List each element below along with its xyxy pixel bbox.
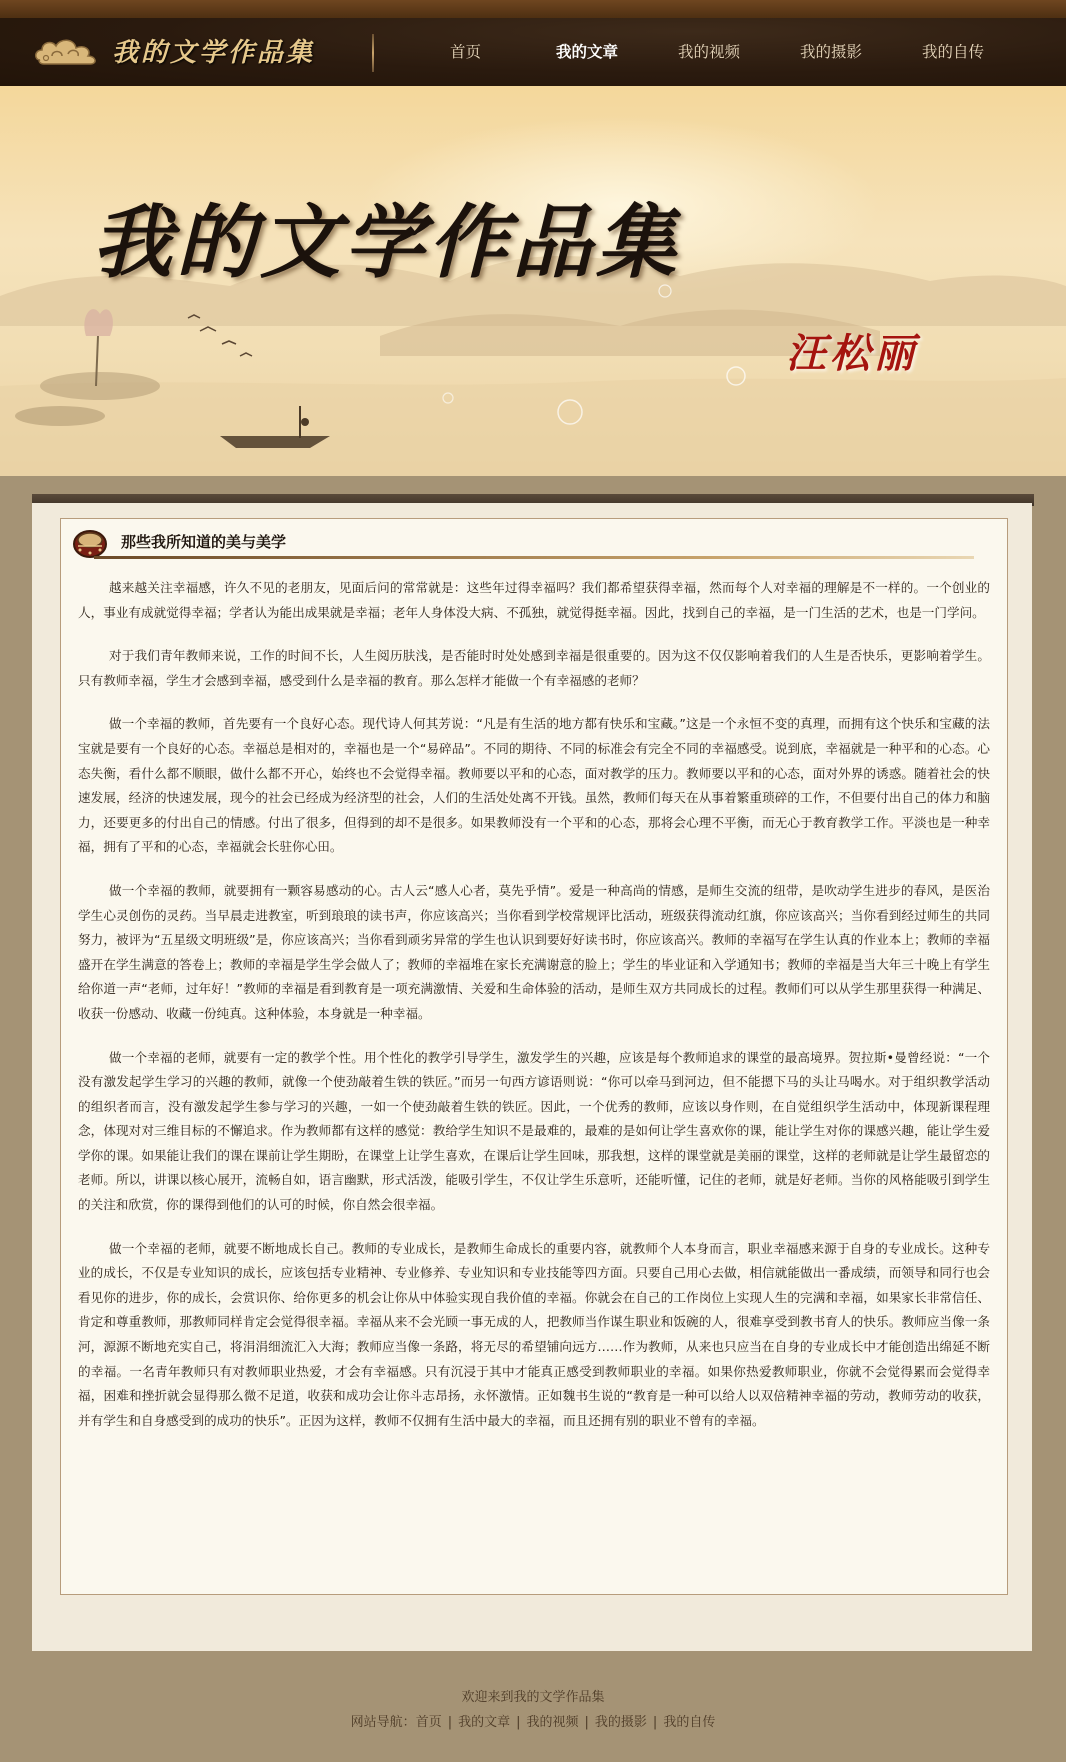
nav-item-articles[interactable]: 我的文章: [556, 43, 619, 61]
footer-link-autobiography[interactable]: 我的自传: [663, 1715, 716, 1730]
navbar: [0, 18, 1066, 87]
top-strip: [0, 0, 1066, 18]
footer-separator: |: [516, 1715, 521, 1730]
nav-item-autobiography[interactable]: 我的自传: [922, 43, 985, 61]
article-paragraph: 做一个幸福的教师，就要拥有一颗容易感动的心。古人云“感人心者，莫先乎情”。爱是一种高尚的情感，是师生交流的纽带，是吹动学生进步的春风，是医治学生心灵创伤的灵药。当早晨走进教室，听到琅琅的读书声，你应该高兴；当你看到学校常规评比活动，班级获得流动红旗，你应该高兴；当你看到经过师生的共同努力，被评为“五星级文明班级”是，你应该高兴；当你看到顽劣异常的学生也认识到要好好读书时，你应该高兴。教师的幸福写在学生认真的作业本上；教师的幸福盛开在学生满意的答卷上；教师的幸福是学生学会做人了；教师的幸福堆在家长充满谢意的脸上；学生的毕业证和入学通知书；教师的幸福是当大年三十晚上有学生给你道一声“老师，过年好！”教师的幸福是看到教育是一项充满激情、关爱和生命体验的活动，是师生双方共同成长的过程。教师们可以从学生那里获得一种满足、收获一份感动、收藏一份纯真。这种体验，本身就是一种幸福。: [78, 882, 990, 1021]
footer-separator: |: [652, 1715, 658, 1730]
site-logo[interactable]: [32, 30, 315, 70]
banner: [0, 86, 1066, 476]
article-paragraph: 做一个幸福的老师，就要有一定的教学个性。用个性化的教学引导学生，激发学生的兴趣，应该是每个教师追求的课堂的最高境界。贺拉斯•曼曾经说：“一个没有激发起学生学习的兴趣的教师，就像一个使劲敲着生铁的铁匠。”而另一句西方谚语则说：“你可以牵马到河边，但不能摁下马的头让马喝水。对于组织教学活动的组织者而言，没有激发起学生参与学习的兴趣，一如一个使劲敲着生铁的铁匠。因此，一个优秀的教师，应该以身作则，在自觉组织学生活动中，体现新课程理念，体现对对三维目标的不懈追求。作为教师都有这样的感觉：教给学生知识不是最难的，最难的是如何让学生喜欢你的课，能让学生对你的课感兴趣，能让学生爱学你的课。如果能让我们的课在课前让学生期盼，在课堂上让学生喜欢，在课后让学生回味，那我想，这样的课堂就是美丽的课堂，这样的老师就是让学生最留恋的老师。所以，讲课以核心展开，流畅自如，语言幽默，形式活泼，能吸引学生，不仅让学生乐意听，还能听懂，记住的老师，就是好老师。当你的风格能吸引到学生的关注和欣赏，你的课得到他们的认可的时候，你自然会很幸福。: [78, 1049, 990, 1213]
footer-link-home[interactable]: 首页: [415, 1715, 442, 1730]
article-body: [78, 576, 990, 1452]
nav-item-videos[interactable]: 我的视频: [678, 43, 741, 61]
nav-item-photography[interactable]: 我的摄影: [800, 43, 863, 61]
site-title: 我的文学作品集: [112, 37, 316, 68]
auspicious-cloud-icon: [32, 30, 106, 70]
nav-item-home[interactable]: 首页: [450, 43, 482, 61]
footer-nav: [0, 1711, 1066, 1730]
title-underline: [94, 556, 974, 559]
article-paragraph: 越来越关注幸福感，许久不见的老朋友，见面后问的常常就是：这些年过得幸福吗？我们都希望获得幸福，然而每个人对幸福的理解是不一样的。一个创业的人，事业有成就觉得幸福；学者认为能出成果就是幸福；老年人身体没大病、不孤独，就觉得挺幸福。因此，找到自己的幸福，是一门生活的艺术，也是一门学问。: [78, 580, 990, 620]
footer-link-videos[interactable]: 我的视频: [526, 1715, 579, 1730]
banner-author-signature: 汪松丽: [786, 330, 918, 377]
footer-nav-prefix: 网站导航：: [350, 1715, 416, 1730]
nav-divider: [372, 34, 374, 72]
footer-welcome: 欢迎来到我的文学作品集: [461, 1690, 605, 1705]
article-paragraph: 做一个幸福的教师，首先要有一个良好心态。现代诗人何其芳说：“凡是有生活的地方都有快乐和宝藏。”这是一个永恒不变的真理，而拥有这个快乐和宝藏的法宝就是要有一个良好的心态。幸福总是相对的，幸福也是一个“易碎品”。不同的期待、不同的标准会有完全不同的幸福感受。说到底，幸福就是一种平和的心态。心态失衡，看什么都不顺眼，做什么都不开心，始终也不会觉得幸福。教师要以平和的心态，面对教学的压力。教师要以平和的心态，面对外界的诱惑。随着社会的快速发展，经济的快速发展，现今的社会已经成为经济型的社会，人们的生活处处离不开钱。虽然，教师们每天在从事着繁重琐碎的工作，不但要付出自己的体力和脑力，还要更多的付出自己的情感。付出了很多，但得到的却不是很多。如果教师没有一个平和的心态，那将会心理不平衡，而无心于教育教学工作。平淡也是一种幸福，拥有了平和的心态，幸福就会长驻你心田。: [78, 716, 990, 855]
footer-separator: |: [584, 1715, 589, 1730]
banner-title: 我的文学作品集: [92, 195, 680, 289]
footer-link-articles[interactable]: 我的文章: [458, 1715, 511, 1730]
footer-link-photography[interactable]: 我的摄影: [594, 1715, 647, 1730]
footer-separator: |: [447, 1715, 453, 1730]
article-paragraph: 对于我们青年教师来说，工作的时间不长，人生阅历肤浅，是否能时时处处感到幸福是很重要的。因为这不仅仅影响着我们的人生是否快乐，更影响着学生。只有教师幸福，学生才会感到幸福，感受到什么是幸福的教育。那么怎样才能做一个有幸福感的老师？: [78, 648, 990, 688]
article-paragraph: 做一个幸福的老师，就要不断地成长自己。教师的专业成长，是教师生命成长的重要内容，就教师个人本身而言，职业幸福感来源于自身的专业成长。这种专业的成长，不仅是专业知识的成长，应该包括专业精神、专业修养、专业知识和专业技能等四方面。只要自己用心去做，相信就能做出一番成绩，而领导和同行也会看见你的进步，你的成长，会赏识你、给你更多的机会让你从中体验实现自我价值的幸福。你就会在自己的工作岗位上实现人生的完满和幸福，如果家长非常信任、肯定和尊重教师，那教师同样肯定会觉得很幸福。幸福从来不会光顾一事无成的人，把教师当作谋生职业和饭碗的人，很难享受到教书育人的快乐。教师应当像一条河，源源不断地充实自己，将涓涓细流汇入大海；教师应当像一条路，将无尽的希望铺向远方……作为教师，从来也只应当在自身的专业成长中才能创造出绵延不断的幸福。一名青年教师只有对教师职业热爱，才会有幸福感。只有沉浸于其中才能真正感受到教师职业的幸福。如果你热爱教师职业，你就不会觉得累而会觉得幸福，困难和挫折就会显得那么微不足道，收获和成功会让你斗志昂扬，永怀激情。正如魏书生说的“教育是一种可以给人以双倍精神幸福的劳动，教师劳动的收获，并有学生和自身感受到的成功的快乐”。正因为这样，教师不仅拥有生活中最大的幸福，而且还拥有别的职业不曾有的幸福。: [78, 1240, 990, 1428]
article-title: 那些我所知道的美与美学: [121, 533, 287, 551]
